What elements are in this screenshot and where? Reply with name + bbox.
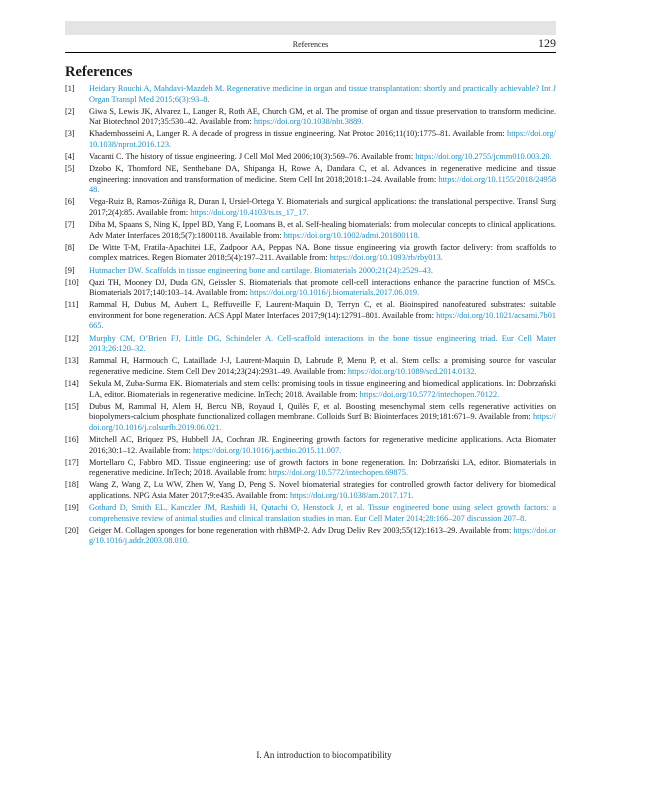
reference-text: Sekula M, Zuba-Surma EK. Biomaterials and stem cells: promising tools in tissue engineering and biomedical applications. In: Dobrzański LA, editor. Biomaterials in regenerative medicine. InTech; 2018. Available from: bbox=[89, 378, 556, 399]
reference-number: [3] bbox=[65, 129, 75, 139]
reference-number: [20] bbox=[65, 525, 79, 535]
reference-citation-link[interactable]: Hutmacher DW. Scaffolds in tissue engineering bone and cartilage. Biomaterials 2000;21(24):2529–43. bbox=[89, 265, 434, 275]
reference-item bbox=[65, 356, 556, 377]
reference-item bbox=[65, 458, 556, 479]
reference-item bbox=[65, 278, 556, 299]
doi-link[interactable]: https://doi.org/10.1038/nbt.3889. bbox=[253, 117, 364, 127]
doi-link[interactable]: https://doi.org/10.1016/j.actbio.2015.11.007. bbox=[193, 445, 342, 455]
reference-text: Geiger M. Collagen sponges for bone regeneration with rhBMP-2. Adv Drug Deliv Rev 2003;55(12):1613–29. Available from: bbox=[89, 525, 514, 535]
reference-number: [9] bbox=[65, 265, 75, 275]
reference-item bbox=[65, 435, 556, 456]
reference-number: [12] bbox=[65, 333, 79, 343]
reference-item bbox=[65, 152, 556, 163]
reference-text: Diba M, Spaans S, Ning K, Ippel BD, Yang F, Loomans B, et al. Self-healing biomaterials: from molecular concepts to clinical applications. Adv Mater Interfaces 2018;5(7):1800118. Available from: bbox=[89, 220, 556, 240]
reference-item bbox=[65, 402, 556, 434]
reference-number: [16] bbox=[65, 434, 79, 444]
reference-text: Khademhosseini A, Langer R. A decade of progress in tissue engineering. Nat Protoc 2016;11(10):1775–81. Available from: bbox=[89, 129, 508, 139]
reference-number: [13] bbox=[65, 356, 79, 366]
reference-item bbox=[65, 243, 556, 264]
reference-text: Dubus M, Rammal H, Alem H, Bercu NB, Royaud I, Quilès F, et al. Boosting mesenchymal stem cells regenerative activities on biopolymers-calcium phosphate functionalized collagen membrane. Colloids Surf B: Biointerfaces 2019;181:671–9. Available from: bbox=[89, 401, 556, 422]
reference-number: [18] bbox=[65, 480, 79, 490]
reference-text: Vega-Ruiz B, Ramos-Zúñiga R, Duran I, Ursiel-Ortega Y. Biomaterials and surgical applications: the translational perspective. Transl Surg 2017;2(4):85. Available from: bbox=[89, 197, 556, 218]
reference-text: Rammal H, Dubus M, Aubert L, Reffuveille F, Laurent-Maquin D, Terryn C, et al. Bioinspired nanofeatured substrates: suitable environment for bone regeneration. ACS Appl Mater Interfaces 2017;9(14):12791–801. Available from: bbox=[89, 300, 556, 320]
reference-text: Rammal H, Harmouch C, Lataillade J-J, Laurent-Maquin D, Labrude P, Menu P, et al. Stem cells: a promising source for vascular regenerative medicine. Stem Cell Dev 2014;23(24):2931–49. Available from: bbox=[89, 356, 556, 376]
page-number: 129 bbox=[538, 36, 556, 50]
reference-list bbox=[65, 84, 556, 548]
doi-link[interactable]: https://doi.org/10.5772/intechopen.70122. bbox=[359, 389, 500, 399]
doi-link[interactable]: https://doi.org/10.1038/nprot.2016.123. bbox=[89, 129, 556, 149]
reference-text: Vacanti C. The history of tissue engineering. J Cell Mol Med 2006;10(3):569–76. Available from: bbox=[89, 152, 416, 162]
doi-link[interactable]: https://doi.org/10.1155/2018/2495848. bbox=[89, 174, 556, 195]
reference-item bbox=[65, 480, 556, 501]
reference-text: De Witte T-M, Fratila-Apachitei LE, Zadpoor AA, Peppas NA. Bone tissue engineering via growth factor delivery: from scaffolds to complex matrices. Regen Biomater 2018;5(4):197–211. Available from: bbox=[89, 242, 556, 263]
reference-number: [10] bbox=[65, 277, 79, 287]
reference-text: Dzobo K, Thomford NE, Senthebane DA, Shipanga H, Rowe A, Dandara C, et al. Advances in regenerative medicine and tissue engineering: innovation and transformation of medicine. Stem Cell Int 2018;2018:1–24. Available from: bbox=[89, 164, 556, 184]
reference-item bbox=[65, 379, 556, 400]
reference-text: Giwa S, Lewis JK, Alvarez L, Langer R, Roth AE, Church GM, et al. The promise of organ and tissue preservation to transform medicine. Nat Biotechnol 2017;35:530–42. Available from: bbox=[89, 106, 556, 127]
doi-link[interactable]: https://doi.org/10.1002/admi.201800118. bbox=[283, 230, 420, 240]
reference-citation-link[interactable]: Gothard D, Smith EL, Kanczler JM, Rashidi H, Qutachi O, Henstock J, et al. Tissue engineered bone using select growth factors: a comprehensive review of animal studies and clinical translation studies in man. Eur Cell Mater 2014;28:166–207 discussion 207–8. bbox=[89, 502, 556, 523]
reference-item bbox=[65, 107, 556, 128]
doi-link[interactable]: https://doi.org/10.2755/jcmm010.003.20. bbox=[415, 152, 552, 162]
reference-item bbox=[65, 526, 556, 547]
reference-number: [7] bbox=[65, 220, 75, 230]
doi-link[interactable]: https://doi.org/10.1038/am.2017.171. bbox=[290, 490, 414, 500]
reference-number: [19] bbox=[65, 502, 79, 512]
reference-item bbox=[65, 164, 556, 196]
doi-link[interactable]: https://doi.org/10.1021/acsami.7b01665. bbox=[89, 310, 556, 331]
doi-link[interactable]: https://doi.org/10.1089/scd.2014.0132. bbox=[347, 366, 477, 376]
reference-text: Mitchell AC, Briquez PS, Hubbell JA, Cochran JR. Engineering growth factors for regenerative medicine applications. Acta Biomater 2016;30:1–12. Available from: bbox=[89, 434, 556, 455]
reference-item bbox=[65, 84, 556, 105]
footer-part-title: I. An introduction to biocompatibility bbox=[256, 750, 392, 760]
doi-link[interactable]: https://doi.org/10.4103/ts.ts_17_17. bbox=[190, 208, 309, 218]
reference-citation-link[interactable]: Heidary Rouchi A, Mahdavi-Mazdeh M. Regenerative medicine in organ and tissue transplantation: shortly and practically achievable? Int J Organ Transpl Med 2015;6(3):93–8. bbox=[89, 84, 556, 104]
reference-item bbox=[65, 503, 556, 524]
doi-link[interactable]: https://doi.org/10.1016/j.addr.2003.08.010. bbox=[89, 525, 556, 546]
reference-text: Mortellaro C, Fabbro MD. Tissue engineering: use of growth factors in bone regeneration. In: Dobrzański LA, editor. Biomaterials in regenerative medicine. InTech; 2018. Available from: bbox=[89, 457, 556, 478]
reference-number: [6] bbox=[65, 197, 75, 207]
reference-number: [17] bbox=[65, 457, 79, 467]
reference-item bbox=[65, 334, 556, 355]
reference-text: Wang Z, Wang Z, Lu WW, Zhen W, Yang D, Peng S. Novel biomaterial strategies for controlled growth factor delivery for biomedical applications. NPG Asia Mater 2017;9:e435. Available from: bbox=[89, 480, 556, 500]
reference-text: Qazi TH, Mooney DJ, Duda GN, Geissler S. Biomaterials that promote cell-cell interactions enhance the paracrine function of MSCs. Biomaterials 2017;140:103–14. Available from: bbox=[89, 277, 556, 298]
doi-link[interactable]: https://doi.org/10.1016/j.biomaterials.2017.06.019. bbox=[249, 288, 420, 298]
reference-number: [1] bbox=[65, 84, 75, 93]
reference-number: [5] bbox=[65, 164, 75, 174]
running-title: References bbox=[292, 40, 329, 49]
reference-number: [8] bbox=[65, 242, 75, 252]
reference-number: [14] bbox=[65, 378, 79, 388]
reference-item bbox=[65, 300, 556, 332]
header-bar bbox=[65, 21, 556, 35]
reference-number: [4] bbox=[65, 152, 75, 162]
reference-item bbox=[65, 129, 556, 150]
header-rule bbox=[65, 52, 556, 53]
reference-item bbox=[65, 220, 556, 241]
reference-number: [15] bbox=[65, 401, 79, 411]
reference-item bbox=[65, 197, 556, 218]
doi-link[interactable]: https://doi.org/10.1016/j.colsurfb.2019.06.021. bbox=[89, 412, 556, 432]
reference-citation-link[interactable]: Murphy CM, O’Brien FJ, Little DG, Schindeler A. Cell-scaffold interactions in the bone tissue engineering triad. Eur Cell Mater 2013;26:120–32. bbox=[89, 333, 556, 354]
reference-number: [2] bbox=[65, 106, 75, 116]
section-title: References bbox=[65, 64, 133, 80]
reference-item bbox=[65, 266, 556, 277]
doi-link[interactable]: https://doi.org/10.1093/rb/rby013. bbox=[329, 253, 443, 263]
doi-link[interactable]: https://doi.org/10.5772/intechopen.69875. bbox=[268, 468, 408, 478]
reference-number: [11] bbox=[65, 300, 79, 310]
